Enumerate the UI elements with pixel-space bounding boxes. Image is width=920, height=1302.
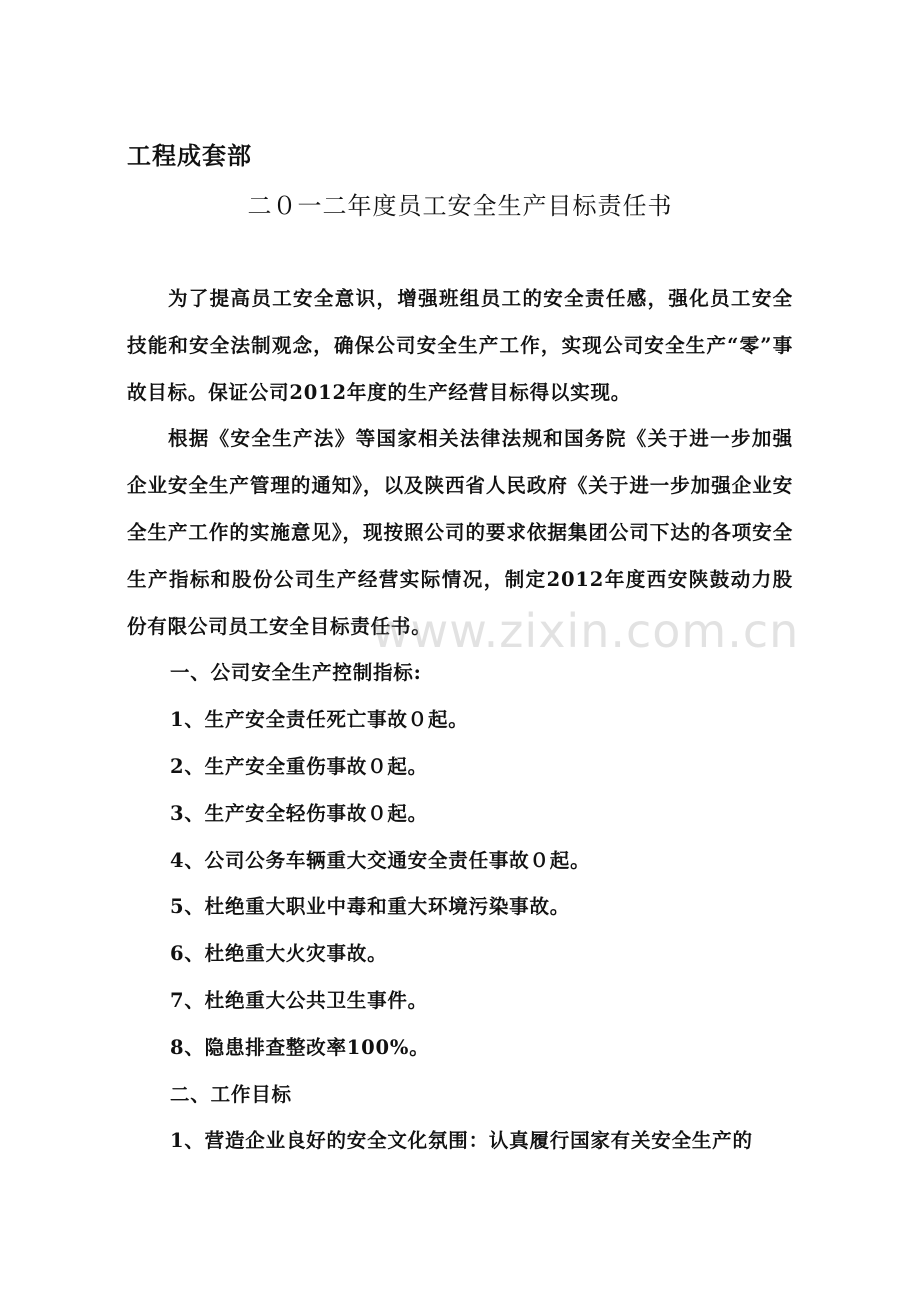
list-item: 2、生产安全重伤事故０起。 <box>170 754 428 778</box>
list-item: 8、隐患排查整改率100%。 <box>170 1035 430 1059</box>
list-item: 7、杜绝重大公共卫生事件。 <box>170 988 428 1012</box>
department-name: 工程成套部 <box>127 142 252 170</box>
document-title: 二０一二年度员工安全生产目标责任书 <box>247 192 673 220</box>
watermark: www.zixin.com.cn <box>372 604 800 658</box>
list-item: 1、营造企业良好的安全文化氛围：认真履行国家有关安全生产的 <box>170 1129 753 1153</box>
list-item: 6、杜绝重大火灾事故。 <box>170 942 388 966</box>
list-item: 4、公司公务车辆重大交通安全责任事故０起。 <box>170 848 591 872</box>
basis-paragraph: 根据《安全生产法》等国家相关法律法规和国务院《关于进一步加强企业安全生产管理的通知》，以及陕西省人民政府《关于进一步加强企业安全生产工作的实施意见》，现按照公司的要求依据集团公司下达的各项安全生产指标和股份公司生产经营实际情况，制定2012年度西安陕鼓动力股份有限公司员工安全目标责任书。 <box>127 427 793 638</box>
intro-paragraph: 为了提高员工安全意识，增强班组员工的安全责任感，强化员工安全技能和安全法制观念，确保公司安全生产工作，实现公司安全生产“零”事故目标。保证公司2012年度的生产经营目标得以实现。 <box>127 287 793 404</box>
document-body <box>127 276 793 1165</box>
list-item: 3、生产安全轻伤事故０起。 <box>170 801 428 825</box>
section-heading-control-indicators: 一、公司安全生产控制指标: <box>170 661 422 685</box>
section-heading-work-goals: 二、工作目标 <box>170 1082 292 1106</box>
list-item: 5、杜绝重大职业中毒和重大环境污染事故。 <box>170 895 571 919</box>
list-item: 1、生产安全责任死亡事故０起。 <box>170 708 469 732</box>
